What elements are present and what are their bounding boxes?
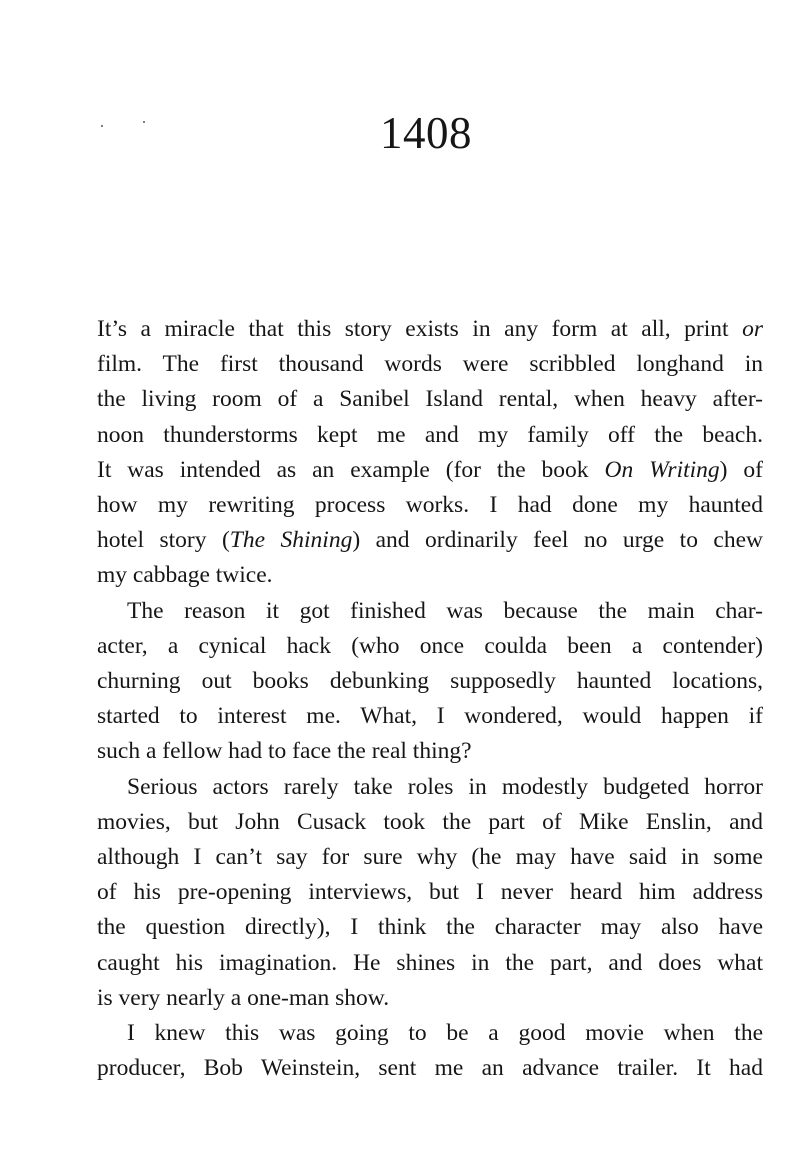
text-line	[97, 770, 763, 805]
text-line	[97, 946, 763, 981]
text-run: ) of	[719, 456, 764, 483]
text-line	[97, 347, 763, 382]
text-run: It’s a miracle that this story exists in any form at all, print	[97, 316, 743, 342]
text-line	[97, 664, 763, 699]
text-run: of his pre-opening interviews, but I never heard him address	[97, 879, 763, 906]
italic-text-run: The Shining	[229, 527, 353, 554]
paragraph	[97, 312, 763, 594]
text-run: ) and ordinarily feel no urge to chew	[352, 527, 763, 554]
text-line	[97, 488, 763, 523]
text-line	[97, 594, 763, 629]
text-run: noon thunderstorms kept me and my family off the beach.	[97, 421, 763, 448]
text-run: is very nearly a one-man show.	[97, 984, 390, 1011]
body-text	[97, 312, 763, 1086]
text-line	[97, 981, 763, 1016]
text-run: film. The first thousand words were scribbled longhand in	[97, 351, 763, 378]
italic-text-run: or	[742, 316, 763, 342]
text-run: the living room of a Sanibel Island rental, when heavy after-	[97, 386, 763, 413]
text-run: such a fellow had to face the real thing?	[97, 738, 472, 765]
text-run: churning out books debunking supposedly haunted locations,	[97, 668, 763, 695]
text-line	[97, 382, 763, 417]
text-line	[97, 805, 763, 840]
text-run: caught his imagination. He shines in the part, and does what	[97, 949, 763, 976]
text-run: my cabbage twice.	[97, 562, 273, 589]
text-line	[97, 453, 763, 488]
text-line	[97, 840, 763, 875]
text-line	[97, 1051, 763, 1086]
text-run: hotel story (	[97, 527, 230, 554]
text-run: the question directly), I think the character may also have	[97, 914, 763, 941]
text-line	[97, 734, 763, 769]
text-run: although I can’t say for sure why (he may have said in some	[97, 844, 763, 871]
paragraph	[97, 594, 763, 770]
text-line	[97, 910, 763, 945]
text-run: how my rewriting process works. I had done my haunted	[97, 492, 763, 519]
text-line	[97, 558, 763, 593]
italic-text-run: On Writing	[604, 456, 720, 483]
paragraph	[97, 1016, 763, 1086]
text-line	[97, 523, 763, 558]
text-run: It was intended as an example (for the book	[97, 456, 605, 483]
text-line	[97, 312, 763, 347]
text-run: Serious actors rarely take roles in modestly budgeted horror	[127, 773, 763, 800]
paragraph	[97, 770, 763, 1016]
text-run: producer, Bob Weinstein, sent me an advance trailer. It had	[97, 1055, 763, 1082]
text-line	[97, 629, 763, 664]
text-run: acter, a cynical hack (who once coulda been a contender)	[97, 632, 763, 659]
text-run: started to interest me. What, I wondered, would happen if	[97, 703, 763, 730]
text-line	[97, 699, 763, 734]
chapter-title: 1408	[380, 108, 472, 158]
text-run: movies, but John Cusack took the part of Mike Enslin, and	[97, 808, 763, 835]
text-line	[97, 875, 763, 910]
text-run: The reason it got finished was because the main char-	[127, 597, 763, 624]
text-run: I knew this was going to be a good movie when the	[127, 1020, 763, 1047]
text-line	[97, 418, 763, 453]
text-line	[97, 1016, 763, 1051]
